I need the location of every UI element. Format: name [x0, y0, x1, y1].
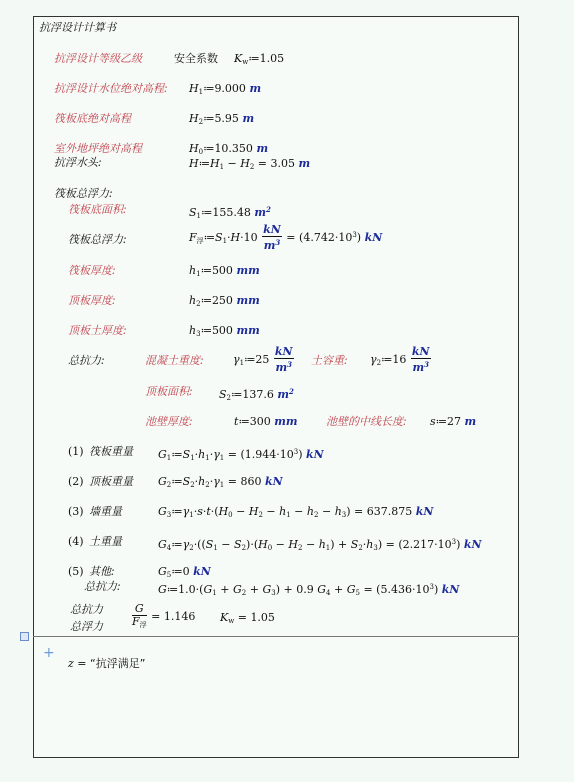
- ratio-formula: $\frac{G}{F_浮}$ = 1.146: [132, 602, 196, 629]
- region-marker-icon[interactable]: [20, 632, 29, 641]
- wall-length-label: 池壁的中线长度:: [326, 415, 407, 428]
- item-name: 顶板重量: [89, 475, 133, 488]
- kw-formula: $K_w≔1.05$: [234, 52, 285, 66]
- raft-float-title: 筏板总浮力:: [54, 187, 113, 200]
- g-total-formula: $G≔1.0\cdot(G_1 + G_2 + G_3) + 0.9$ $G_4 + G_5 = (5.436\cdot 10^3)$ kN: [158, 583, 460, 597]
- h3-thickness-formula: $h_3≔500$ mm: [189, 324, 260, 338]
- h2-level-formula: $H_2≔5.95$ m: [189, 112, 255, 126]
- s2-formula: $S_2≔137.6$ $m^2$: [219, 387, 294, 402]
- total-resistance-label: 总抗力:: [68, 354, 105, 367]
- add-region-icon[interactable]: +: [43, 645, 55, 661]
- total-float-label: 筏板总浮力:: [68, 233, 127, 246]
- gamma2-formula: $\gamma_2≔16$ $\frac{kN}{m^3}$: [370, 345, 430, 374]
- raft-bottom-label: 筏板底绝对高程: [54, 112, 131, 125]
- roof-area-label: 顶板面积:: [145, 385, 193, 398]
- s1-formula: $S_1≔155.48$ $m^2$: [189, 205, 271, 220]
- h2-thickness-formula: $h_2≔250$ mm: [189, 294, 260, 308]
- h0-level-formula: $H_0≔10.350$ m: [189, 142, 269, 156]
- raft-thickness-label: 筏板厚度:: [68, 264, 116, 277]
- t-formula: t≔300 mm: [234, 415, 298, 428]
- soil-density-label: 土容重:: [311, 354, 348, 367]
- item-name: 墙重量: [89, 505, 122, 518]
- concrete-density-label: 混凝土重度:: [145, 354, 204, 367]
- item-no: (5): [68, 565, 84, 578]
- h1-thickness-formula: $h_1≔500$ mm: [189, 264, 260, 278]
- wall-thickness-label: 池壁厚度:: [145, 415, 193, 428]
- h1-level-formula: $H_1≔9.000$ m: [189, 82, 262, 96]
- item-no: (3): [68, 505, 84, 518]
- water-head-label: 抗浮水头:: [54, 156, 102, 169]
- sum-resistance-label: 总抗力:: [84, 580, 121, 593]
- raft-area-label: 筏板底面积:: [68, 203, 127, 216]
- g1-weight-formula: $G_1≔S_1\cdot h_1\cdot\gamma_1 = (1.944\cdot 10^3)$ kN: [158, 448, 324, 462]
- total-float-formula: $F_浮≔S_1\cdot H\cdot 10$ $\frac{kN}{m^3}$ = $(4.742\cdot 10^3)$ kN: [189, 223, 383, 252]
- ratio-numerator-label: 总抗力: [70, 603, 103, 616]
- item-name: 土重量: [89, 535, 122, 548]
- item-no: (2): [68, 475, 84, 488]
- ratio-denominator-label: 总浮力: [70, 620, 103, 633]
- grade-label: 抗浮设计等级乙级: [54, 52, 142, 65]
- roof-thickness-label: 顶板厚度:: [68, 294, 116, 307]
- gamma1-formula: $\gamma_1≔25$ $\frac{kN}{m^3}$: [233, 345, 293, 374]
- page-title: 抗浮设计计算书: [39, 21, 116, 34]
- g5-weight-formula: $G_5≔0$ kN: [158, 565, 211, 579]
- conclusion-formula: z = “抗浮满足”: [68, 657, 146, 670]
- item-name: 其他:: [89, 565, 115, 578]
- s-formula: s≔27 m: [430, 415, 477, 428]
- water-level-label: 抗浮设计水位绝对高程:: [54, 82, 168, 95]
- water-head-formula: $H≔H_1 - H_2 = 3.05$ m: [189, 157, 311, 171]
- g2-weight-formula: $G_2≔S_2\cdot h_2\cdot\gamma_1 = 860$ kN: [158, 475, 283, 489]
- outdoor-level-label: 室外地坪绝对高程: [54, 142, 142, 155]
- item-no: (1): [68, 445, 84, 458]
- item-name: 筏板重量: [89, 445, 133, 458]
- item-no: (4): [68, 535, 84, 548]
- g3-weight-formula: $G_3≔\gamma_1\cdot s\cdot t\cdot(H_0 - H_2 - h_1 - h_2 - h_3) = 637.875$ kN: [158, 505, 434, 519]
- g4-weight-formula: $G_4≔\gamma_2\cdot((S_1 - S_2)\cdot(H_0 - H_2 - h_1) + S_2\cdot h_3) = (2.217\cdot 10^3)$ kN: [158, 538, 482, 552]
- safety-factor-label: 安全系数: [174, 52, 218, 65]
- section-divider: [33, 636, 519, 637]
- kw-compare: $K_w = 1.05$: [220, 611, 275, 625]
- roof-soil-thickness-label: 顶板土厚度:: [68, 324, 127, 337]
